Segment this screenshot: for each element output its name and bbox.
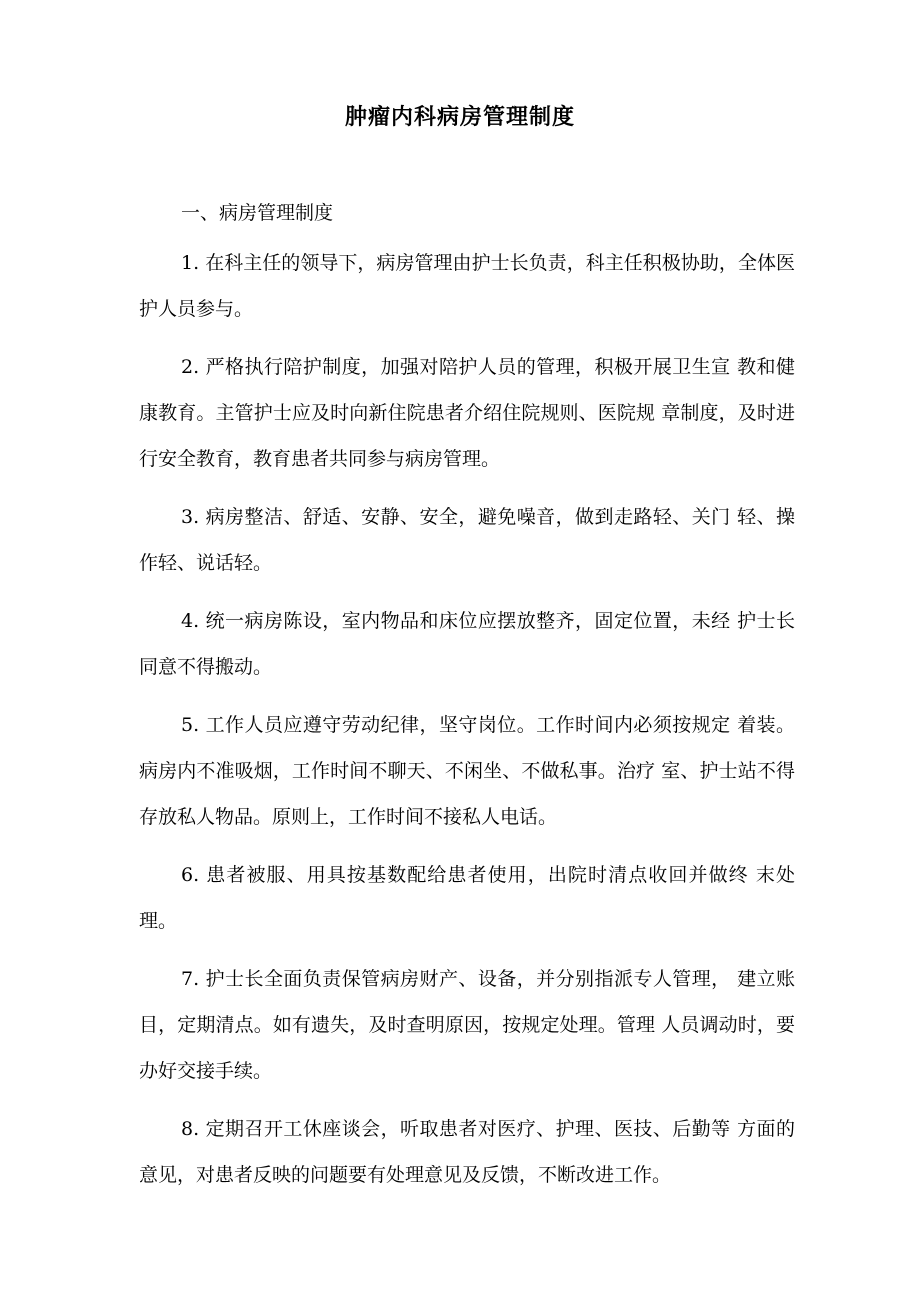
rule-item-6: 6. 患者被服、用具按基数配给患者使用，出院时清点收回并做终 末处理。 [139, 864, 795, 932]
rule-item-2: 2. 严格执行陪护制度，加强对陪护人员的管理，积极开展卫生宣 教和健康教育。主管护士应及时向新住院患者介绍住院规则、医院规 章制度，及时进行安全教育，教育患者共同参与病房管理。 [139, 356, 795, 470]
section-heading: 一、病房管理制度 [181, 202, 334, 224]
rule-item-1: 1. 在科主任的领导下，病房管理由护士长负责，科主任积极协助，全体医护人员参与。 [139, 252, 795, 320]
document-body [139, 196, 795, 1210]
rule-item-7: 7. 护士长全面负责保管病房财产、设备，并分别指派专人管理， 建立账目，定期清点。如有遗失，及时查明原因，按规定处理。管理 人员调动时，要办好交接手续。 [139, 968, 795, 1082]
rule-item-5: 5. 工作人员应遵守劳动纪律，坚守岗位。工作时间内必须按规定 着装。病房内不准吸烟，工作时间不聊天、不闲坐、不做私事。治疗 室、护士站不得存放私人物品。原则上，工作时间不接私人电话。 [139, 714, 795, 828]
rule-item-8: 8. 定期召开工休座谈会，听取患者对医疗、护理、医技、后勤等 方面的意见，对患者反映的问题要有处理意见及反馈，不断改进工作。 [139, 1118, 795, 1186]
rule-item-4: 4. 统一病房陈设，室内物品和床位应摆放整齐，固定位置，未经 护士长同意不得搬动。 [139, 610, 795, 678]
document-title: 肿瘤内科病房管理制度 [344, 105, 575, 130]
rule-item-3: 3. 病房整洁、舒适、安静、安全，避免噪音，做到走路轻、关门 轻、操作轻、说话轻。 [139, 506, 795, 574]
